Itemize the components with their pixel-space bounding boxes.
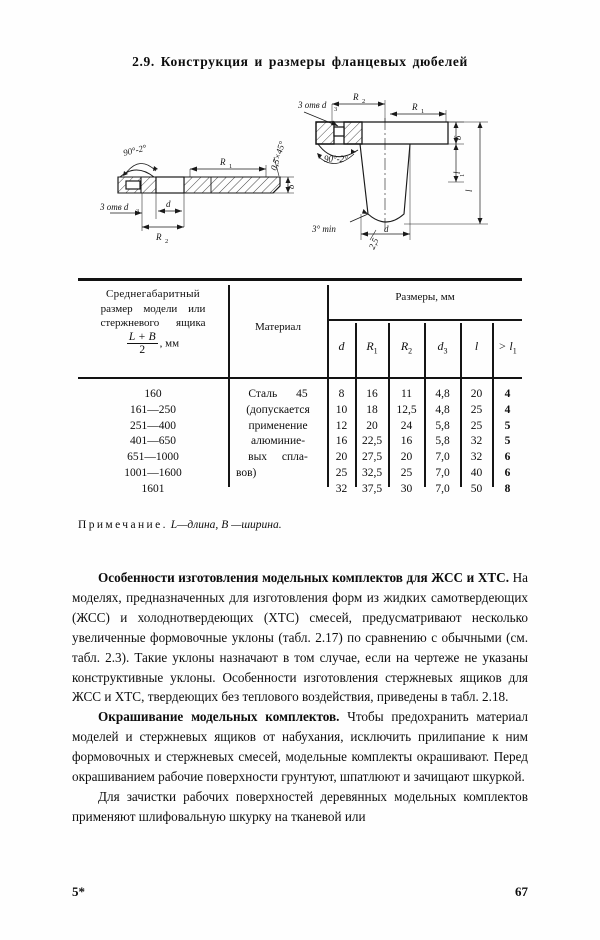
figure-left-flange-section [98,127,298,257]
header-col-r1: $R_1$ [366,339,378,356]
header-material-column: Материал [255,321,301,333]
cell-l: 20 [470,388,483,400]
column-material-values [230,387,326,482]
signature-mark: 5* [72,884,85,899]
header-size-line2: размер модели или [100,302,206,315]
header-col-r2: $R_2$ [400,339,413,356]
svg-text:d: d [166,199,171,209]
cell-d: 25 [335,466,348,479]
cell-r1: 20 [366,419,378,432]
svg-text:R: R [353,92,359,102]
note-label: Примечание. [78,519,168,531]
cell-r1: 22,5 [361,435,383,448]
cell-gt-l1: 4 [504,388,511,400]
note-text-length: L—длина, [170,519,219,531]
size-units: , мм [159,337,180,350]
table-row: 651—1000 [127,451,179,463]
svg-text:d: d [384,224,389,234]
header-size-line1: Среднегабаритный [106,288,200,300]
cell-l: 40 [470,466,483,479]
svg-text:3 отв d: 3 отв d [298,100,327,110]
paragraph-1 [72,568,528,707]
column-gt-l1-values [493,387,522,497]
section-title: 2.9. Конструкция и размеры фланцевых дюбелей [132,54,468,69]
cell-gt-l1: 6 [504,451,511,463]
column-r1-values [356,387,388,497]
svg-text:2: 2 [165,238,169,245]
cell-r1: 27,5 [361,451,383,463]
svg-text:1: 1 [459,173,466,177]
cell-r2: 16 [400,435,413,448]
svg-text:l: l [464,189,474,192]
header-col-d3: $d_3$ [437,339,448,356]
cell-d: 10 [335,403,348,416]
header-dims-group: Размеры, мм [395,291,455,303]
table-note [78,519,282,531]
cell-l: 32 [470,435,483,448]
cell-l: 32 [470,451,483,463]
paragraph-1-body: На моделях, предназначенных для изготовления форм из жидких самотвердеющих (ЖСС) и холоднотвердеющих (ХТС) смесей, предусматривают несколько увеличенные формовочные уклоны (табл. 2.17) по сравнению с обычными (см. табл. 2.3). Такие уклоны назначают в том случае, если на чертеже не указаны конструктивные уклоны. Особенности изготовления стержневых ящиков для ЖСС и ХТС, твердеющих без теплового воздействия, приведены в табл. 2.18. [72,570,528,705]
svg-text:1: 1 [421,108,425,115]
table-header [78,281,522,377]
cell-r2: 24 [400,419,413,432]
material-line: вых спла- [248,451,308,463]
cell-d: 12 [335,419,348,432]
svg-text:3° min: 3° min [312,224,336,234]
fraction-numerator: L + B [128,330,156,343]
cell-r1: 16 [366,388,378,400]
cell-l: 25 [470,403,483,416]
cell-d3: 5,8 [435,435,450,448]
cell-l: 25 [470,419,483,432]
table-row: 251—400 [130,419,176,432]
svg-text:90°-2°: 90°-2° [122,142,148,158]
header-size-line3: стержневого ящика [100,317,206,330]
cell-r2: 11 [400,388,413,400]
paragraph-1-lead: Особенности изготовления модельных комплектов для ЖСС и ХТС. [98,570,509,585]
cell-r2: 30 [400,482,413,495]
svg-text:1: 1 [229,163,233,170]
column-l-values [461,387,492,497]
table-row: 1001—1600 [124,466,182,479]
cell-d3: 4,8 [435,388,450,400]
svg-text:2: 2 [362,98,366,105]
header-col-gt-l1: > $l_1$ [498,339,517,356]
svg-text:R: R [412,102,418,112]
svg-text:R: R [220,157,226,167]
cell-d: 32 [335,482,348,495]
svg-text:0,5×45°: 0,5×45° [268,140,288,172]
cell-d3: 5,8 [435,419,450,432]
cell-d3: 7,0 [435,466,450,479]
header-size-column [78,287,228,357]
material-line: алюминие- [250,435,306,448]
cell-d3: 7,0 [435,451,450,463]
svg-text:δ: δ [453,135,463,140]
figure-group [70,82,540,257]
header-size-formula [78,331,228,357]
table-row: 160 [144,388,162,400]
size-fraction [127,331,158,357]
svg-text:δ: δ [286,184,296,189]
column-r2-values [389,387,424,497]
table-row: 1601 [141,482,165,495]
paragraph-3: Для зачистки рабочих поверхностей деревянных модельных комплектов применяют шлифовальную шкурку на тканевой или [72,788,528,824]
svg-text:90°-2°: 90°-2° [324,154,348,164]
paragraph-2-lead: Окрашивание модельных комплектов. [98,709,340,725]
cell-gt-l1: 6 [504,466,511,479]
cell-r2: 25 [400,466,413,479]
fraction-denominator: 2 [127,343,158,357]
header-col-l: l [474,339,479,353]
cell-gt-l1: 8 [504,482,511,495]
material-line: (допускается [246,403,310,416]
table-body [78,379,522,495]
cell-d3: 4,8 [435,403,450,416]
cell-r2: 20 [400,451,413,463]
svg-text:3: 3 [136,208,140,215]
material-line: Сталь 45 [248,388,308,400]
table-row: 161—250 [130,403,176,416]
material-line: применение [248,419,308,432]
note-text-width: B —ширина. [221,519,282,531]
cell-r1: 18 [366,403,378,416]
header-col-d: d [338,339,345,353]
dimensions-table [78,278,522,495]
column-d-values [328,387,355,497]
material-line: вов) [236,466,257,479]
header-dims-underline [328,319,522,321]
cell-r1: 32,5 [361,466,383,479]
body-text [72,568,528,827]
cell-d: 20 [335,451,348,463]
cell-d3: 7,0 [435,482,450,495]
cell-d: 16 [335,435,348,448]
paragraph-2 [72,707,528,787]
svg-text:3 отв d: 3 отв d [100,202,129,212]
svg-text:2,5: 2,5 [366,236,381,251]
cell-gt-l1: 4 [504,403,511,416]
paragraph-2-body: Чтобы предохранить материал моделей и стержневых ящиков от набухания, исключить прилипание к ним формовочных и стержневых смесей, модельные комплекты окрашивают. Перед окрашиванием рабочие поверхности грунтуют, шпатлюют и зачищают шкуркой. [72,709,528,785]
cell-r2: 12,5 [396,403,417,416]
cell-r1: 37,5 [361,482,383,495]
cell-d: 8 [338,388,345,400]
table-row: 401—650 [130,435,176,448]
column-d3-values [425,387,460,497]
svg-text:R: R [156,232,162,242]
cell-gt-l1: 5 [504,419,511,432]
column-size-values [78,387,228,497]
cell-gt-l1: 5 [504,435,511,448]
svg-text:3: 3 [334,106,338,113]
cell-l: 50 [470,482,483,495]
figure-right-dowel-section [298,82,513,252]
page-number: 67 [515,884,528,899]
svg-text:l: l [452,171,462,174]
